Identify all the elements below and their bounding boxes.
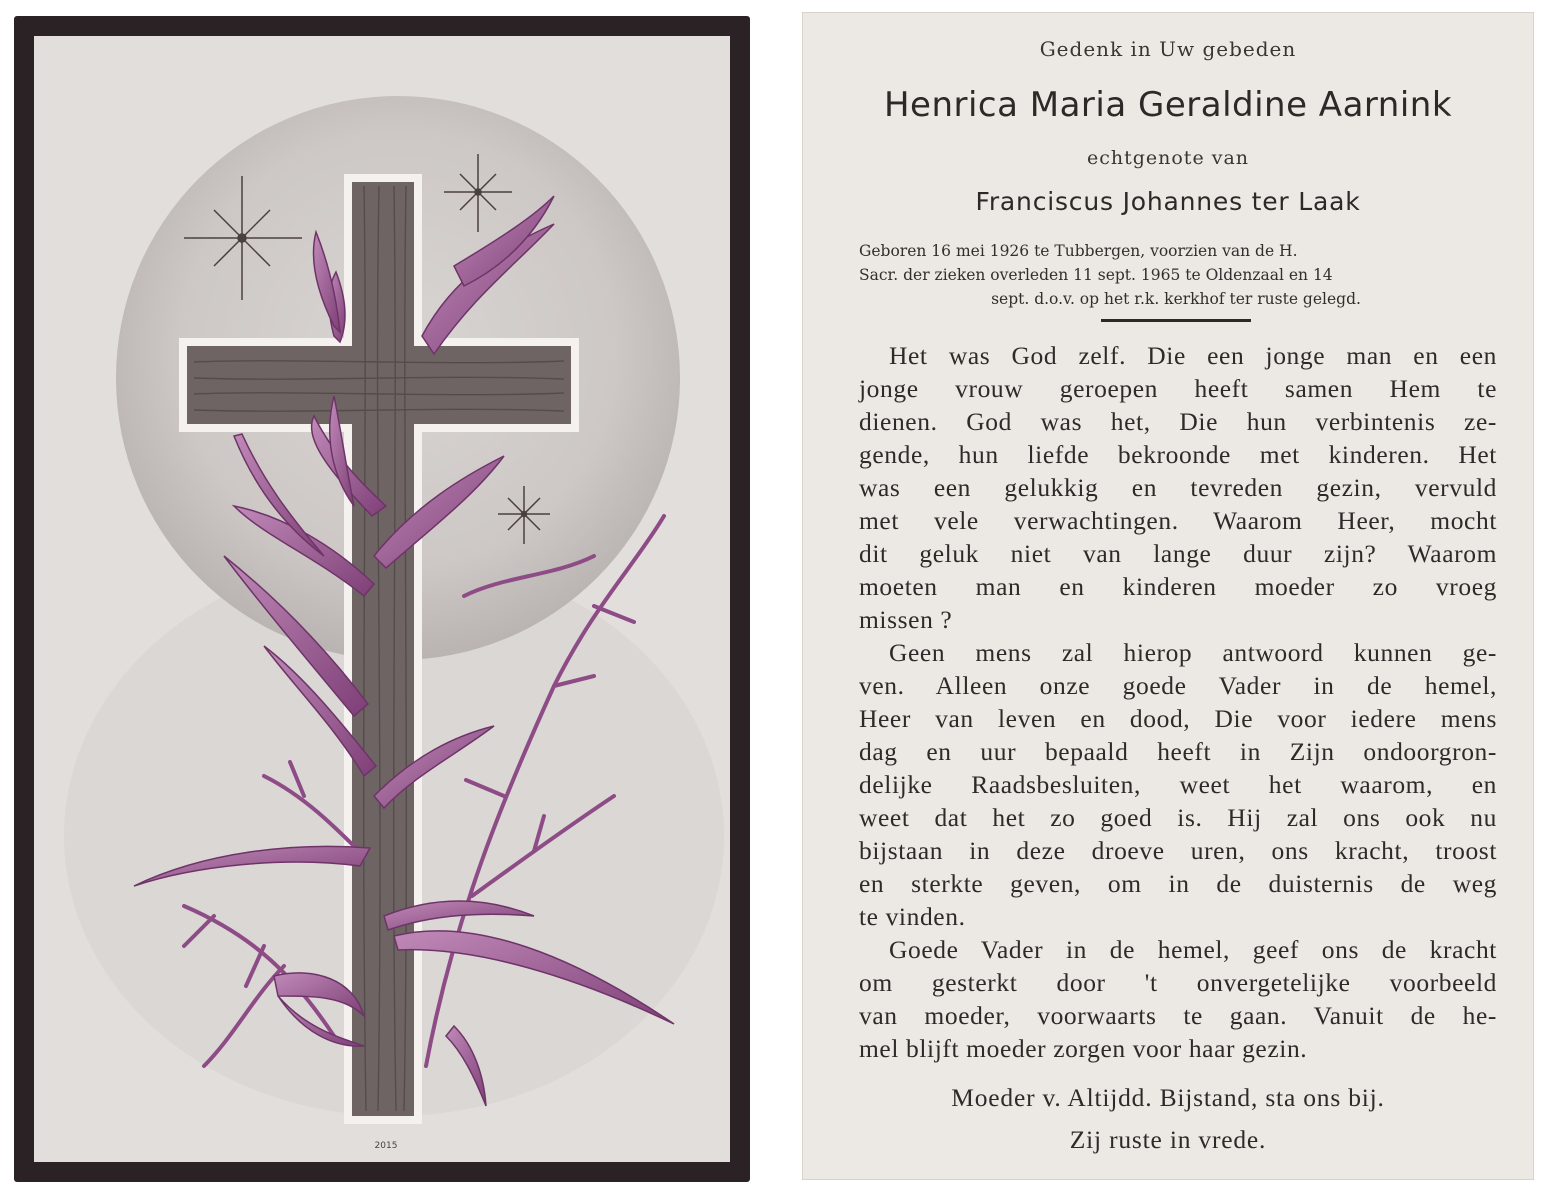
deceased-name: Henrica Maria Geraldine Aarnink	[883, 85, 1453, 125]
section-divider	[1101, 319, 1251, 322]
text-line: Heer van leven en dood, Die voor iedere mens	[859, 704, 1497, 733]
prayer-request-heading: Gedenk in Uw gebeden	[1039, 37, 1297, 61]
text-line: te vinden.	[859, 902, 966, 931]
text-line: gende, hun liefde bekroonde met kinderen. Het	[859, 440, 1497, 469]
closing-prayer: Moeder v. Altijdd. Bijstand, sta ons bij.	[951, 1083, 1385, 1112]
text-line: jonge vrouw geroepen heeft samen Hem te	[859, 374, 1497, 403]
vital-line: Geboren 16 mei 1926 te Tubbergen, voorzien van de H.	[859, 242, 1298, 260]
text-line: dit geluk niet van lange duur zijn? Waarom	[859, 539, 1497, 568]
vital-line: Sacr. der zieken overleden 11 sept. 1965 te Oldenzaal en 14	[859, 266, 1333, 284]
text-line: mel blijft moeder zorgen voor haar gezin.	[859, 1034, 1308, 1063]
text-line: Het was God zelf. Die een jonge man en een	[889, 341, 1497, 370]
text-line: delijke Raadsbesluiten, weet het waarom, en	[859, 770, 1497, 799]
vital-line: sept. d.o.v. op het r.k. kerkhof ter ruste gelegd.	[991, 290, 1361, 308]
text-line: was een gelukkig en tevreden gezin, vervuld	[859, 473, 1497, 502]
text-line: Goede Vader in de hemel, geef ons de kracht	[889, 935, 1497, 964]
text-line: weet dat het zo goed is. Hij zal ons ook nu	[859, 803, 1497, 832]
cross-illustration	[34, 36, 730, 1162]
text-line: bijstaan in deze droeve uren, ons kracht, troost	[859, 836, 1497, 865]
text-line: missen ?	[859, 605, 953, 634]
text-line: Geen mens zal hierop antwoord kunnen ge-	[889, 638, 1497, 667]
text-line: met vele verwachtingen. Waarom Heer, mocht	[859, 506, 1497, 535]
text-line: moeten man en kinderen moeder zo vroeg	[859, 572, 1497, 601]
card-front-panel	[34, 36, 730, 1162]
imprint-number: 2015	[374, 1141, 398, 1151]
spouse-name: Franciscus Johannes ter Laak	[975, 187, 1361, 216]
prayer-card-back	[802, 12, 1534, 1180]
closing-rest-in-peace: Zij ruste in vrede.	[1069, 1125, 1267, 1154]
text-line: en sterkte geven, om in de duisternis de weg	[859, 869, 1497, 898]
text-line: dag en uur bepaald heeft in Zijn ondoorgron-	[859, 737, 1497, 766]
prayer-card-front	[14, 16, 750, 1182]
text-line: ven. Alleen onze goede Vader in de hemel,	[859, 671, 1497, 700]
text-line: van moeder, voorwaarts te gaan. Vanuit de he-	[859, 1001, 1497, 1030]
text-line: dienen. God was het, Die hun verbintenis ze-	[859, 407, 1497, 436]
spouse-intro: echtgenote van	[1086, 147, 1250, 169]
vital-record	[859, 239, 1493, 311]
text-line: om gesterkt door 't onvergetelijke voorbeeld	[859, 968, 1497, 997]
memorial-text	[859, 339, 1497, 1065]
